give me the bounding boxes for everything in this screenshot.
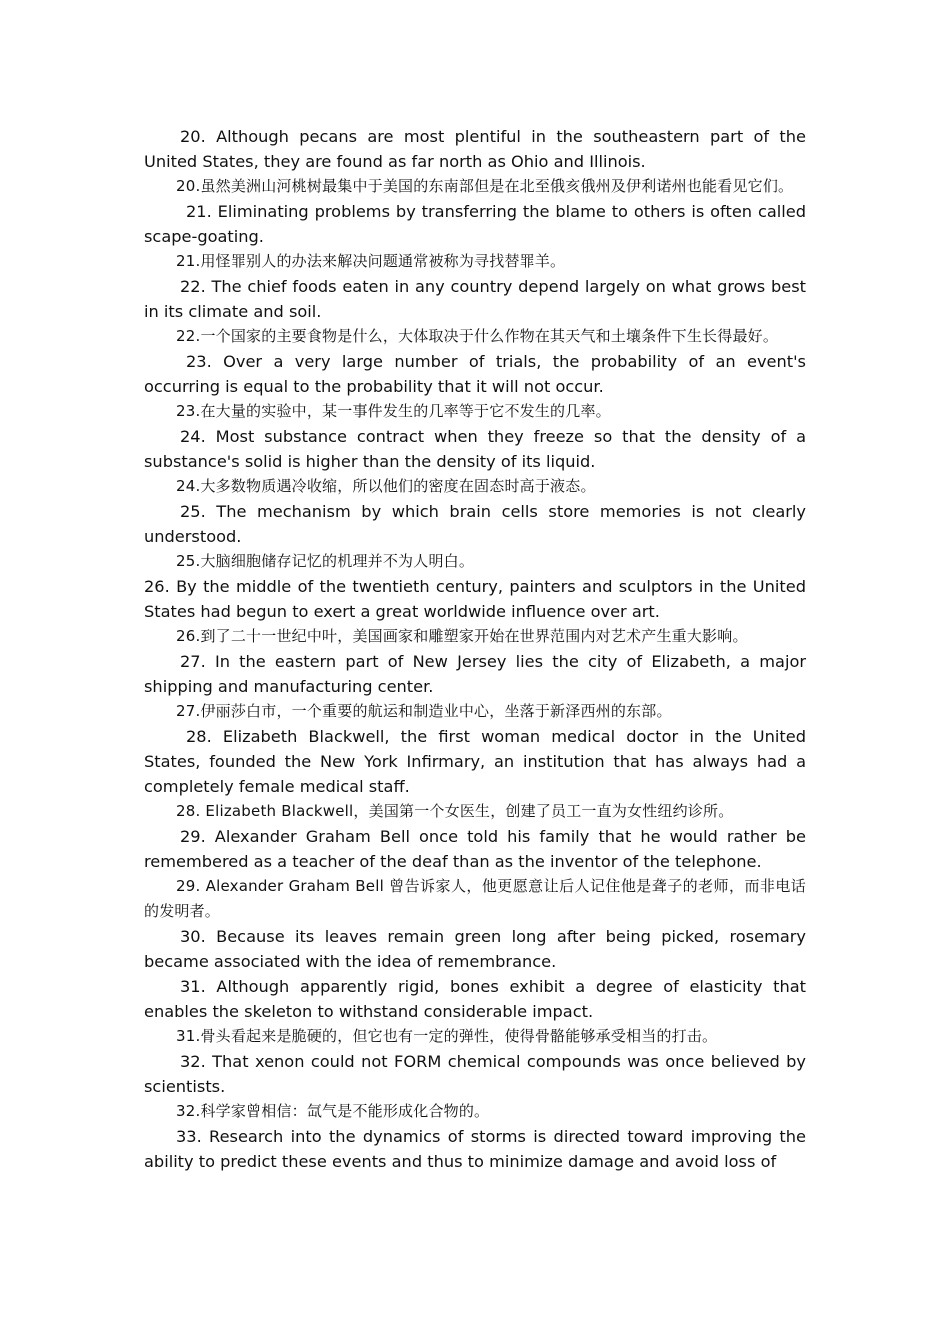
paragraph-26-english: 26. By the middle of the twentieth century, painters and sculptors in the United States had begun to exert a great worldwide influence over art. [144,577,806,621]
paragraph-33-english: 33. Research into the dynamics of storms is directed toward improving the ability to predict these events and thus to minimize damage and avoid loss of [144,1127,806,1171]
paragraph-27-chinese: 27.伊丽莎白市，一个重要的航运和制造业中心，坐落于新泽西州的东部。 [176,702,672,720]
paragraph-23-chinese: 23.在大量的实验中，某一事件发生的几率等于它不发生的几率。 [176,402,611,420]
paragraph-20-chinese: 20.虽然美洲山河桃树最集中于美国的东南部但是在北至俄亥俄州及伊利诺州也能看见它们。 [176,177,794,195]
paragraph-28-english: 28. Elizabeth Blackwell, the first woman medical doctor in the United States, founded the New York Infirmary, an institution that has always had a completely female medical staff. [144,727,806,796]
paragraph-25-chinese: 25.大脑细胞储存记忆的机理并不为人明白。 [176,552,475,570]
paragraph-29-chinese: 29. Alexander Graham Bell 曾告诉家人，他更愿意让后人记住他是聋子的老师，而非电话的发明者。 [144,877,806,920]
paragraph-24-chinese: 24.大多数物质遇冷收缩，所以他们的密度在固态时高于液态。 [176,477,596,495]
paragraph-26-chinese: 26.到了二十一世纪中叶，美国画家和雕塑家开始在世界范围内对艺术产生重大影响。 [176,627,748,645]
paragraph-29-english: 29. Alexander Graham Bell once told his family that he would rather be remembered as a teacher of the deaf than as the inventor of the telephone. [144,827,806,871]
paragraph-24-english: 24. Most substance contract when they freeze so that the density of a substance's solid is higher than the density of its liquid. [144,427,806,471]
paragraph-28-chinese: 28. Elizabeth Blackwell，美国第一个女医生，创建了员工一直为女性纽约诊所。 [176,802,734,820]
paragraph-22-english: 22. The chief foods eaten in any country depend largely on what grows best in its climate and soil. [144,277,806,321]
document-page [144,124,806,1174]
paragraph-32-chinese: 32.科学家曾相信：氙气是不能形成化合物的。 [176,1102,490,1120]
paragraph-20-english: 20. Although pecans are most plentiful in the southeastern part of the United States, they are found as far north as Ohio and Illinois. [144,127,806,171]
paragraph-27-english: 27. In the eastern part of New Jersey lies the city of Elizabeth, a major shipping and manufacturing center. [144,652,806,696]
paragraph-31-english: 31. Although apparently rigid, bones exhibit a degree of elasticity that enables the skeleton to withstand considerable impact. [144,977,806,1021]
paragraph-31-chinese: 31.骨头看起来是脆硬的，但它也有一定的弹性，使得骨骼能够承受相当的打击。 [176,1027,718,1045]
paragraph-23-english: 23. Over a very large number of trials, the probability of an event's occurring is equal to the probability that it will not occur. [144,352,806,396]
paragraph-21-chinese: 21.用怪罪别人的办法来解决问题通常被称为寻找替罪羊。 [176,252,566,270]
paragraph-22-chinese: 22.一个国家的主要食物是什么，大体取决于什么作物在其天气和土壤条件下生长得最好。 [176,327,779,345]
paragraph-30-english: 30. Because its leaves remain green long after being picked, rosemary became associated with the idea of remembrance. [144,927,806,971]
paragraph-32-english: 32. That xenon could not FORM chemical compounds was once believed by scientists. [144,1052,806,1096]
paragraph-25-english: 25. The mechanism by which brain cells store memories is not clearly understood. [144,502,806,546]
paragraph-21-english: 21. Eliminating problems by transferring the blame to others is often called scape-goating. [144,202,806,246]
